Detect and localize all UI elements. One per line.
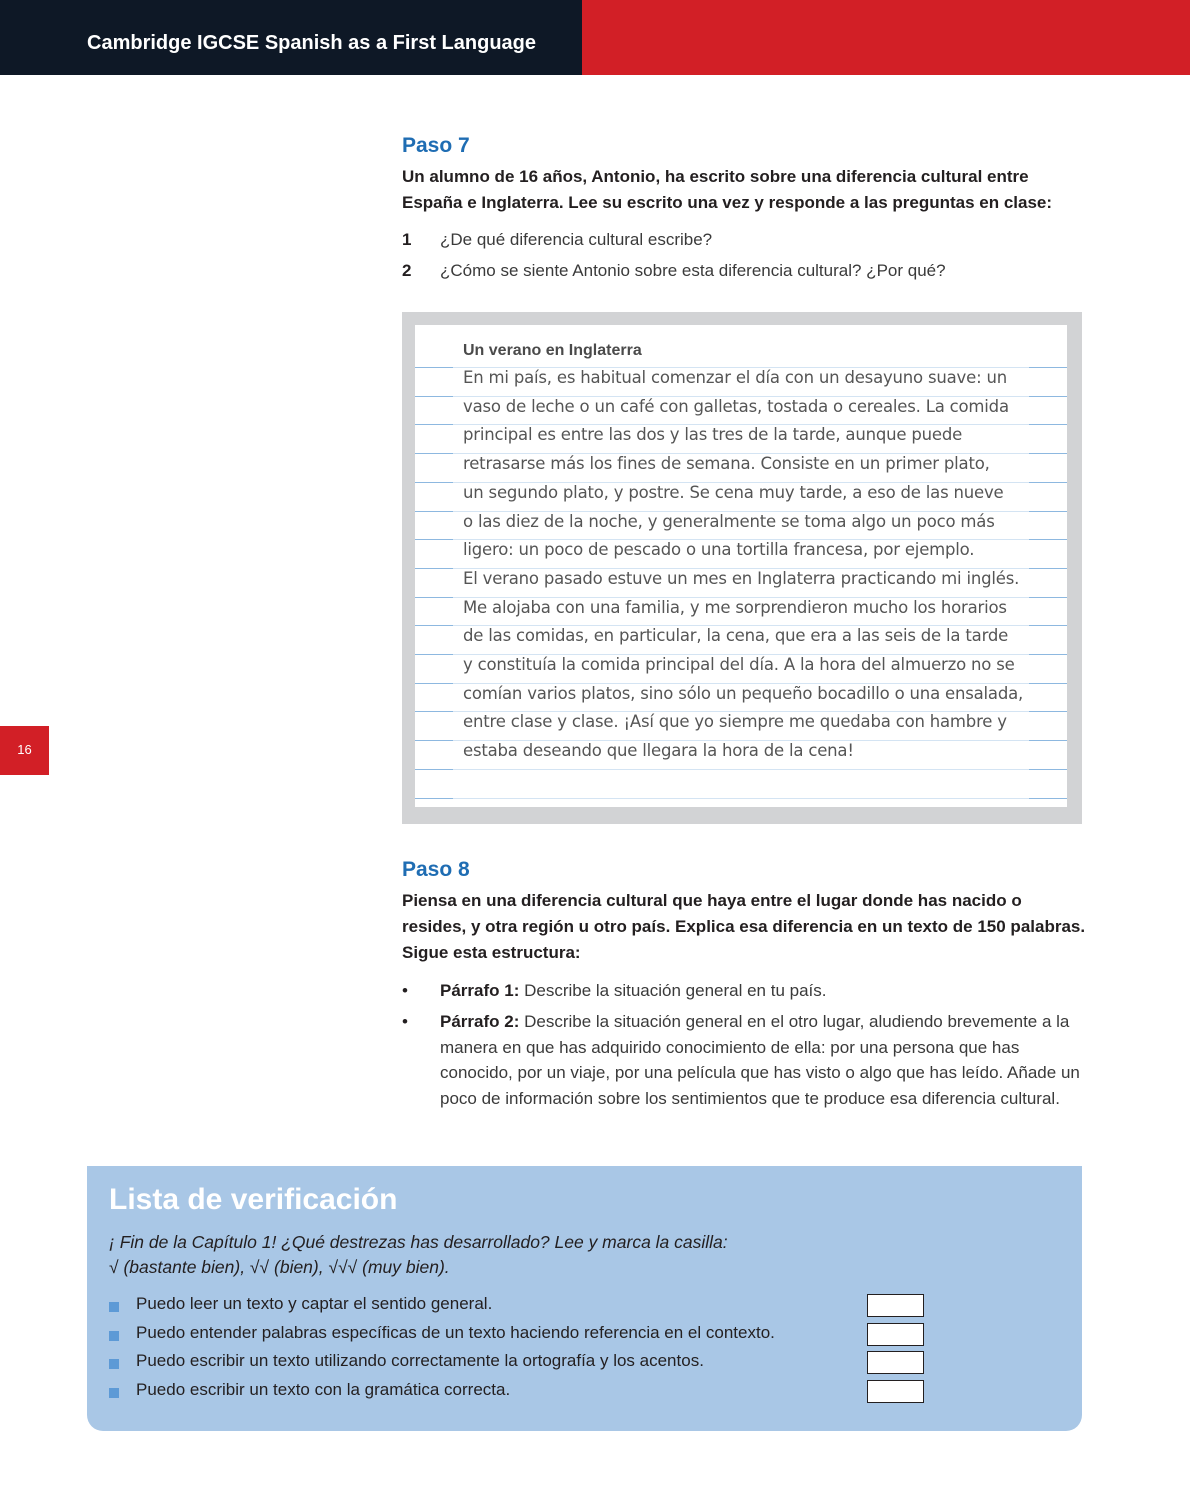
square-bullet-icon <box>109 1331 119 1341</box>
ruled-line <box>415 769 453 770</box>
essay-line: ligero: un poco de pescado o una tortilla francesa, por ejemplo. <box>463 540 975 560</box>
essay-line: y constituía la comida principal del día. A la hora del almuerzo no se <box>463 655 1015 674</box>
essay-line: comían varios platos, sino sólo un pequeño bocadillo o una ensalada, <box>463 683 1024 703</box>
ruled-line <box>453 798 1029 799</box>
ruled-line <box>415 539 453 540</box>
ruled-line <box>1029 769 1067 770</box>
paso7-instruction: Un alumno de 16 años, Antonio, ha escrito sobre una diferencia cultural entre España e Inglaterra. Lee su escrito una vez y responde a las preguntas en clase: <box>402 167 1053 212</box>
checkbox[interactable] <box>867 1380 924 1403</box>
ruled-line <box>1029 654 1067 655</box>
question-number: 2 <box>402 261 412 280</box>
essay-line: o las diez de la noche, y generalmente se toma algo un poco más <box>463 511 995 531</box>
question-text: ¿Cómo se siente Antonio sobre esta diferencia cultural? ¿Por qué? <box>440 261 946 280</box>
ruled-line <box>1029 424 1067 425</box>
bullet-label: Párrafo 2: <box>440 1012 520 1031</box>
bullet-text: Describe la situación general en tu país. <box>519 981 827 1000</box>
essay-line: vaso de leche o un café con galletas, tostada o cereales. La comida <box>463 396 1009 416</box>
checkbox[interactable] <box>867 1294 924 1317</box>
question-text: ¿De qué diferencia cultural escribe? <box>440 230 713 249</box>
checklist-item <box>109 1294 929 1320</box>
ruled-line <box>415 597 453 598</box>
ruled-line <box>1029 367 1067 368</box>
ruled-line <box>415 396 453 397</box>
ruled-line <box>1029 683 1067 684</box>
essay-line: estaba deseando que llegara la hora de la cena! <box>463 741 854 761</box>
ruled-line <box>415 625 453 626</box>
checkbox[interactable] <box>867 1323 924 1346</box>
bullet-label: Párrafo 1: <box>440 981 520 1000</box>
ruled-line <box>1029 396 1067 397</box>
ruled-line <box>1029 482 1067 483</box>
essay-line: de las comidas, en particular, la cena, que era a las seis de la tarde <box>463 626 1009 646</box>
essay-line: entre clase y clase. ¡Así que yo siempre me quedaba con hambre y <box>463 712 1007 732</box>
ruled-line <box>1029 597 1067 598</box>
checklist-item <box>109 1323 929 1349</box>
bullet-dot: • <box>402 1012 408 1031</box>
ruled-line <box>415 711 453 712</box>
checklist-intro: ¡ Fin de la Capítulo 1! ¿Qué destrezas has desarrollado? Lee y marca la casilla: <box>109 1232 728 1252</box>
essay-line: El verano pasado estuve un mes en Inglaterra practicando mi inglés. <box>463 568 1020 588</box>
checkbox[interactable] <box>867 1351 924 1374</box>
bullet-dot: • <box>402 981 408 1000</box>
ruled-line <box>1029 539 1067 540</box>
ruled-line <box>415 482 453 483</box>
ruled-line <box>415 511 453 512</box>
header-accent-bar <box>582 0 1190 75</box>
paso8-instruction: Piensa en una diferencia cultural que haya entre el lugar donde has nacido o resides, y otra región u otro país. Explica esa diferencia en un texto de 150 palabras. Sigue esta estructura: <box>402 891 1086 962</box>
checklist-scale: √ (bastante bien), √√ (bien), √√√ (muy bien). <box>109 1257 450 1277</box>
essay-title: Un verano en Inglaterra <box>463 342 642 359</box>
bullet-text: Describe la situación general en el otro lugar, aludiendo brevemente a la manera en que has adquirido conocimiento de ella: por una persona que has conocido, por un viaje, por una película que has visto o algo que has leído. Añade un poco de información sobre los sentimientos que te produce esa diferencia cultural. <box>440 1012 1080 1108</box>
ruled-line <box>1029 798 1067 799</box>
checklist-item-text: Puedo entender palabras específicas de un texto haciendo referencia en el contexto. <box>136 1323 775 1342</box>
page-number: 16 <box>17 742 32 757</box>
ruled-line <box>415 453 453 454</box>
ruled-line <box>1029 740 1067 741</box>
ruled-line <box>453 769 1029 770</box>
ruled-line <box>415 798 453 799</box>
paso8-title: Paso 8 <box>402 858 470 881</box>
ruled-line <box>1029 625 1067 626</box>
paso7-title: Paso 7 <box>402 134 470 157</box>
square-bullet-icon <box>109 1359 119 1369</box>
ruled-line <box>415 740 453 741</box>
essay-line: Me alojaba con una familia, y me sorprendieron mucho los horarios <box>463 597 1007 617</box>
square-bullet-icon <box>109 1388 119 1398</box>
checklist-item <box>109 1380 929 1406</box>
essay-line: En mi país, es habitual comenzar el día con un desayuno suave: un <box>463 368 1007 387</box>
book-title: Cambridge IGCSE Spanish as a First Language <box>87 32 536 54</box>
ruled-line <box>415 424 453 425</box>
ruled-line <box>1029 568 1067 569</box>
square-bullet-icon <box>109 1302 119 1312</box>
ruled-line <box>415 654 453 655</box>
checklist-item <box>109 1351 929 1377</box>
ruled-line <box>1029 711 1067 712</box>
checklist-title: Lista de verificación <box>109 1183 398 1216</box>
ruled-line <box>415 683 453 684</box>
essay-line: un segundo plato, y postre. Se cena muy tarde, a eso de las nueve <box>463 482 1004 502</box>
ruled-line <box>415 367 453 368</box>
ruled-line <box>415 568 453 569</box>
checklist-item-text: Puedo escribir un texto utilizando correctamente la ortografía y los acentos. <box>136 1351 704 1370</box>
question-number: 1 <box>402 230 412 249</box>
checklist-item-text: Puedo escribir un texto con la gramática correcta. <box>136 1380 511 1399</box>
ruled-line <box>1029 453 1067 454</box>
checklist-item-text: Puedo leer un texto y captar el sentido general. <box>136 1294 493 1313</box>
ruled-line <box>1029 511 1067 512</box>
essay-line: retrasarse más los fines de semana. Consiste en un primer plato, <box>463 454 990 474</box>
essay-line: principal es entre las dos y las tres de la tarde, aunque puede <box>463 425 963 445</box>
